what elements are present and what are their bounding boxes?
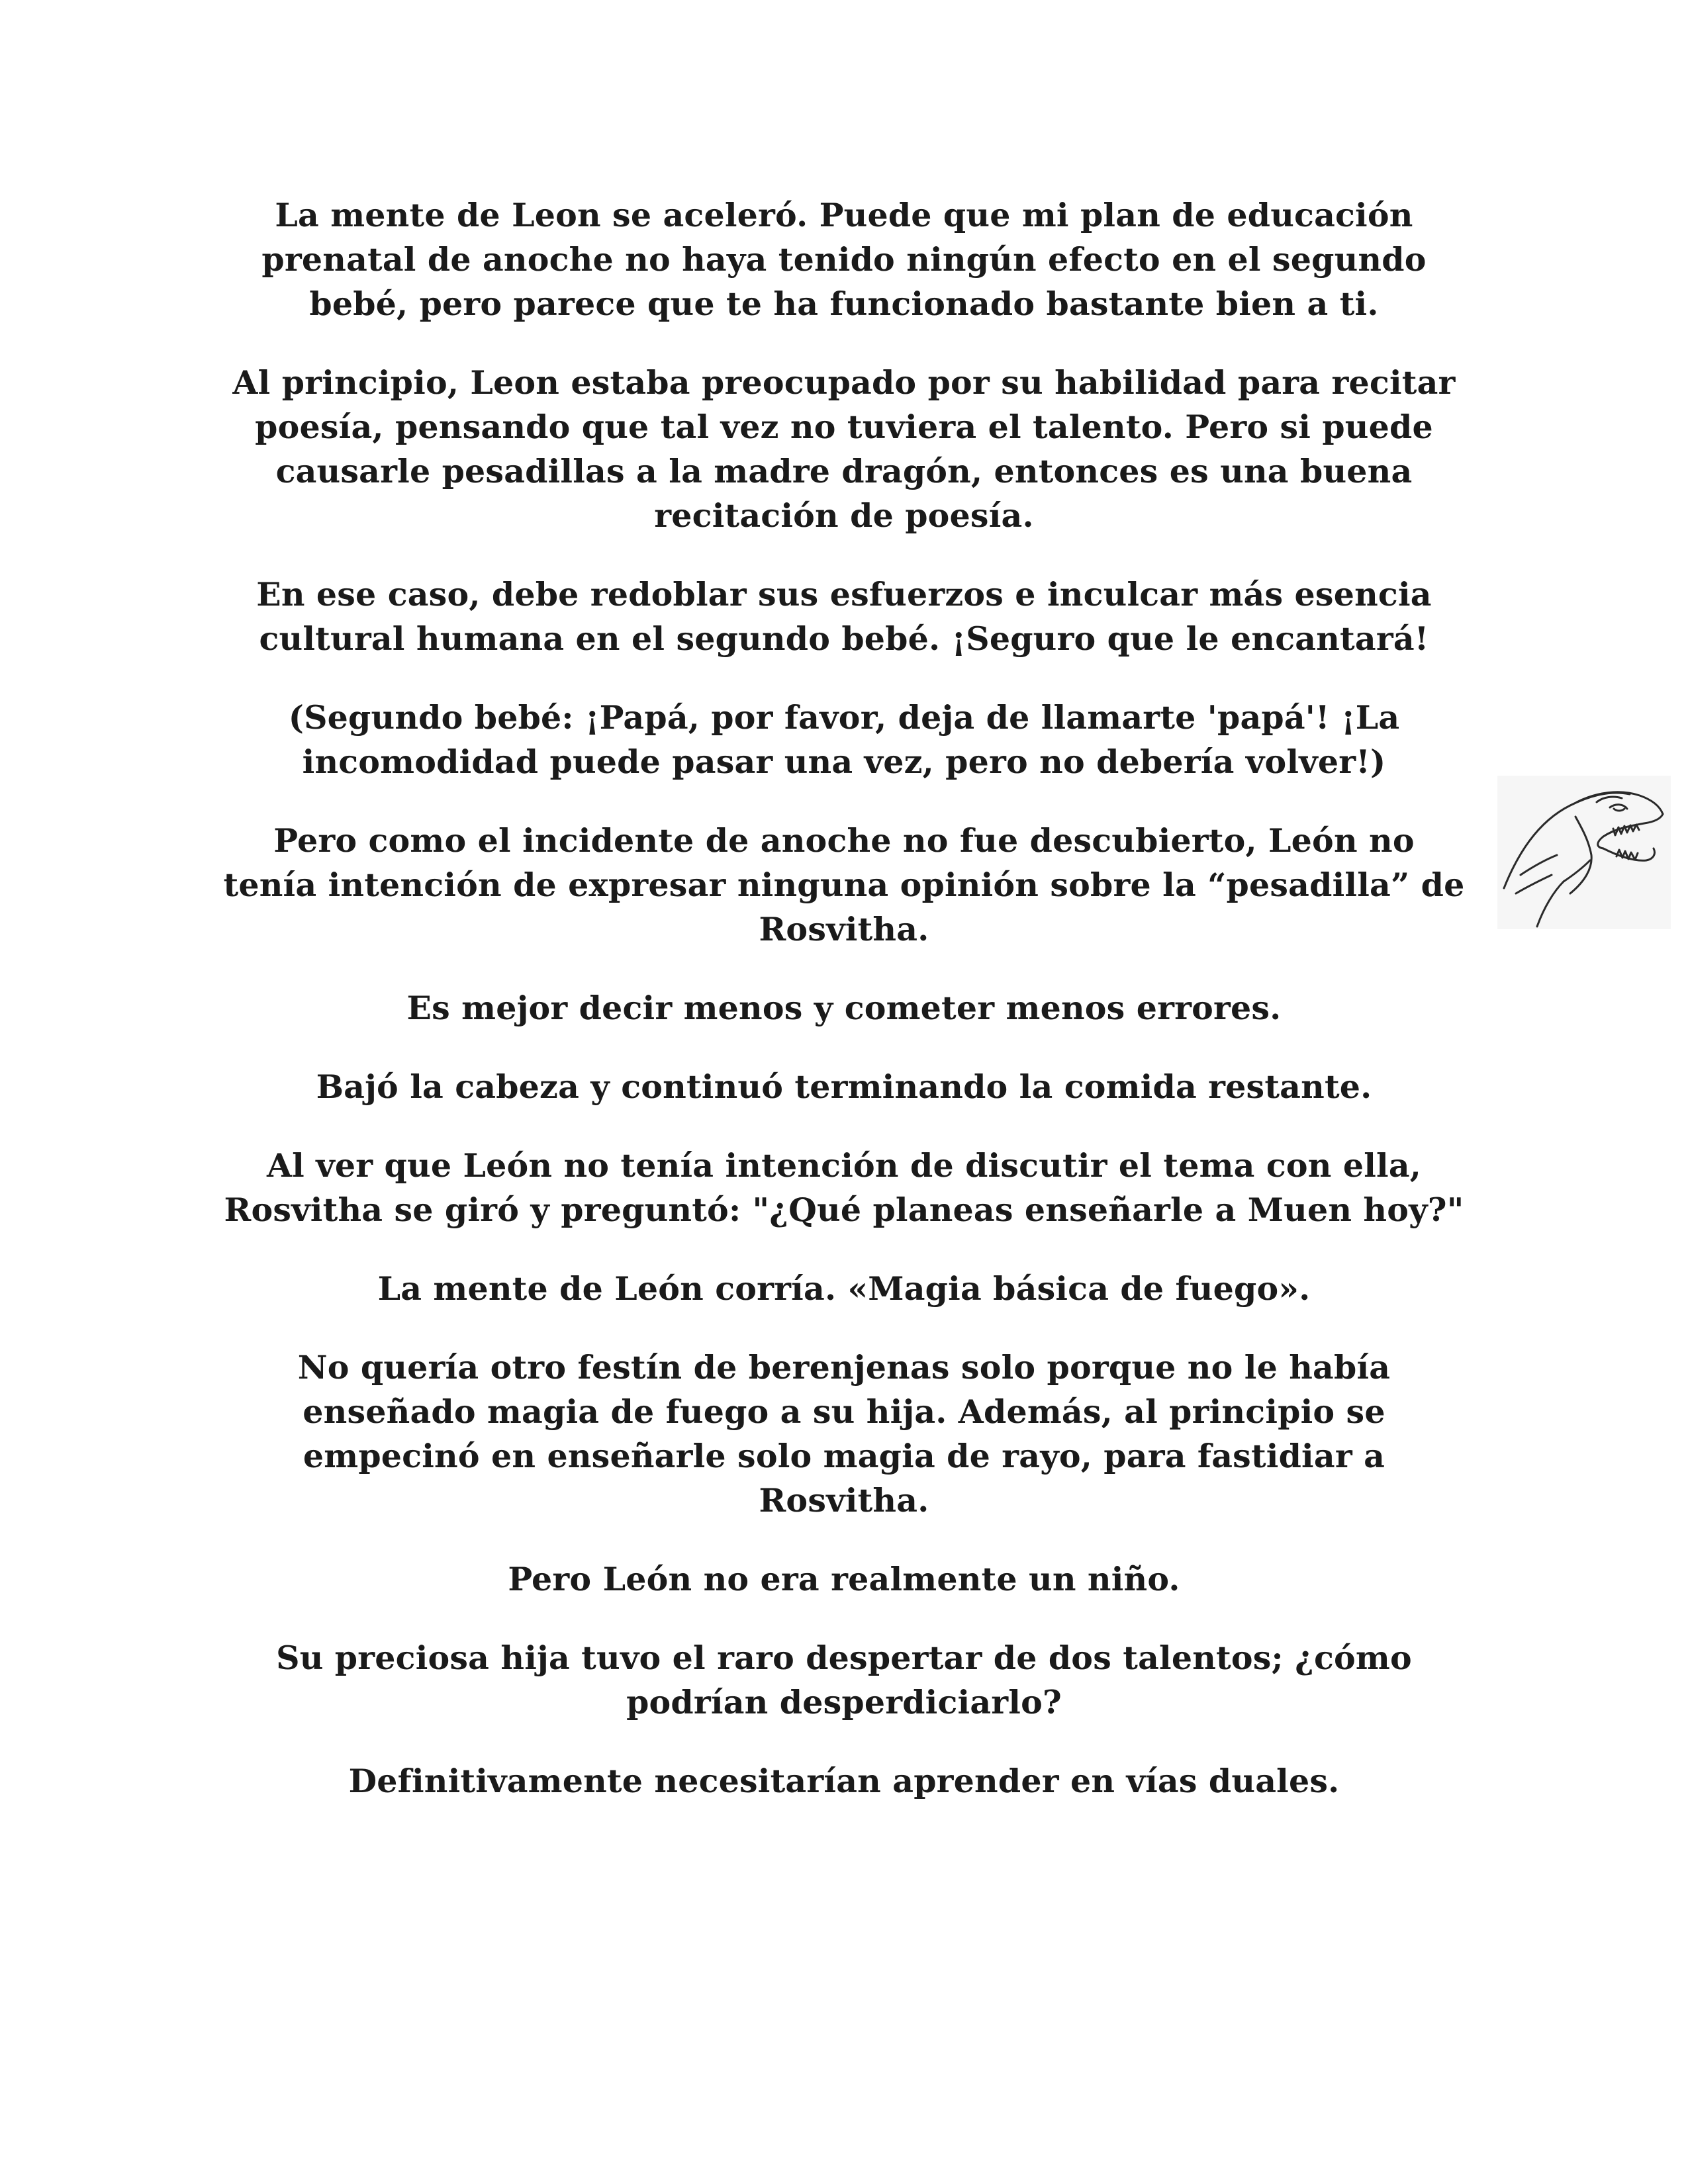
story-text [222, 193, 1466, 1838]
paragraph: Es mejor decir menos y cometer menos errores. [406, 989, 1282, 1027]
dinosaur-sketch-icon [1497, 776, 1671, 929]
paragraph: (Segundo bebé: ¡Papá, por favor, deja de llamarte 'papá'! ¡La incomodidad puede pasar una vez, pero no debería volver!) [288, 698, 1400, 781]
paragraph: Pero León no era realmente un niño. [508, 1560, 1180, 1598]
paragraph: Definitivamente necesitarían aprender en vías duales. [348, 1762, 1340, 1800]
paragraph: En ese caso, debe redoblar sus esfuerzos e inculcar más esencia cultural humana en el segundo bebé. ¡Seguro que le encantará! [256, 575, 1432, 658]
paragraph: La mente de León corría. «Magia básica de fuego». [377, 1269, 1311, 1308]
paragraph: Bajó la cabeza y continuó terminando la comida restante. [316, 1068, 1372, 1106]
paragraph: No quería otro festín de berenjenas solo porque no le había enseñado magia de fuego a su hija. Además, al principio se empecinó en enseñarle solo magia de rayo, para fastidiar a Rosvitha. [297, 1348, 1391, 1520]
paragraph: La mente de Leon se aceleró. Puede que mi plan de educación prenatal de anoche no haya tenido ningún efecto en el segundo bebé, pero parece que te ha funcionado bastante bien a ti. [261, 196, 1427, 323]
paragraph: Al principio, Leon estaba preocupado por su habilidad para recitar poesía, pensando que tal vez no tuviera el talento. Pero si puede causarle pesadillas a la madre dragón, entonces es una buena recitación de poesía. [232, 363, 1456, 535]
paragraph: Pero como el incidente de anoche no fue descubierto, León no tenía intención de expresar ninguna opinión sobre la “pesadilla” de Rosvitha. [223, 821, 1465, 948]
paragraph: Al ver que León no tenía intención de discutir el tema con ella, Rosvitha se giró y preguntó: "¿Qué planeas enseñarle a Muen hoy?" [224, 1146, 1464, 1229]
paragraph: Su preciosa hija tuvo el raro despertar de dos talentos; ¿cómo podrían desperdiciarlo? [276, 1639, 1412, 1721]
